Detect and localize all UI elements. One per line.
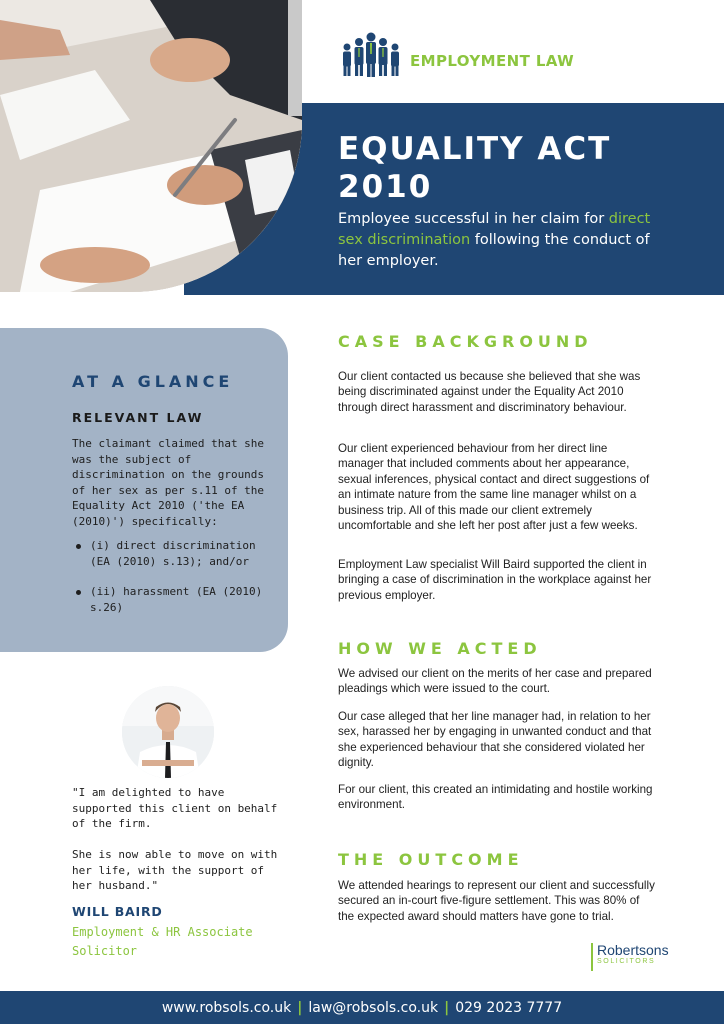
bullet-icon — [76, 590, 81, 595]
firm-subtitle: SOLICITORS — [597, 958, 656, 965]
outcome-paragraph: We attended hearings to represent our client and successfully secured an in-court five-figure settlement. This was 80% of the expected award should matters have gone to trial. — [338, 879, 655, 923]
quote-paragraph: She is now able to move on with her life, with the support of her husband." — [72, 848, 278, 892]
solicitor-portrait — [122, 686, 214, 778]
firm-name: Robertsons — [597, 942, 669, 958]
how-we-acted-paragraph: Our case alleged that her line manager had, in relation to her sex, harassed her by engaging in unwanted conduct and that she experienced behaviour that she considered violated her dignity. — [338, 710, 652, 770]
handshake-photo — [0, 0, 302, 292]
quote-paragraph: "I am delighted to have supported this client on behalf of the firm. — [72, 786, 278, 830]
decorative-block — [288, 0, 302, 116]
solicitor-name: WILL BAIRD — [72, 904, 163, 919]
how-we-acted-title: HOW WE ACTED — [338, 639, 542, 658]
subtitle-highlight: direct sex discrimination — [338, 211, 651, 248]
case-background-paragraph: Our client experienced behaviour from her direct line manager that included comments about her appearance, sexual inferences, physical contact and direct suggestions of an intimate nature from the same line manager whilst on a business trip. All of this made our client extremely uncomfortable and she left her post after just a few weeks. — [338, 442, 650, 533]
list-item — [72, 584, 268, 615]
bullet-icon — [76, 544, 81, 549]
people-group-icon — [340, 32, 402, 78]
subtitle-text: Employee successful in her claim for — [338, 211, 609, 227]
brand-header — [302, 0, 724, 103]
outcome-title: THE OUTCOME — [338, 850, 524, 869]
case-background-title: CASE BACKGROUND — [338, 332, 593, 351]
separator: | — [297, 999, 303, 1016]
subtitle-text-end: following the conduct of her employer. — [338, 232, 650, 269]
glance-title: AT A GLANCE — [72, 372, 234, 391]
relevant-law-list — [72, 538, 268, 630]
website-link[interactable]: www.robsols.co.uk — [161, 999, 292, 1016]
page-subtitle — [338, 209, 668, 272]
list-item-text: (i) direct discrimination (EA (2010) s.13); and/or — [90, 539, 256, 568]
solicitor-role: Employment & HR Associate Solicitor — [72, 925, 253, 958]
how-we-acted-paragraph: We advised our client on the merits of her case and prepared pleadings which were issued to the court. — [338, 667, 652, 696]
relevant-law-title: RELEVANT LAW — [72, 410, 204, 425]
contact-footer — [0, 991, 724, 1024]
firm-logo — [591, 943, 683, 971]
testimonial-quote — [72, 785, 282, 909]
phone-link[interactable]: 029 2023 7777 — [455, 999, 563, 1016]
relevant-law-text: The claimant claimed that she was the subject of discrimination on the grounds of her sex as per s.11 of the Equality Act 2010 ('the EA (2010)') specifically: — [72, 437, 265, 528]
list-item-text: (ii) harassment (EA (2010) s.26) — [90, 585, 263, 614]
page-title: EQUALITY ACT 2010 — [338, 131, 612, 205]
case-background-paragraph: Our client contacted us because she believed that she was being discriminated against under the Equality Act 2010 through direct harassment and discriminatory behaviour. — [338, 370, 641, 414]
separator: | — [444, 999, 450, 1016]
how-we-acted-paragraph: For our client, this created an intimidating and hostile working environment. — [338, 783, 653, 812]
brand-title: EMPLOYMENT LAW — [410, 52, 575, 70]
email-link[interactable]: law@robsols.co.uk — [308, 999, 439, 1016]
case-background-paragraph: Employment Law specialist Will Baird supported the client in bringing a case of discrimination in the workplace against her previous employer. — [338, 558, 652, 602]
list-item — [72, 538, 268, 569]
